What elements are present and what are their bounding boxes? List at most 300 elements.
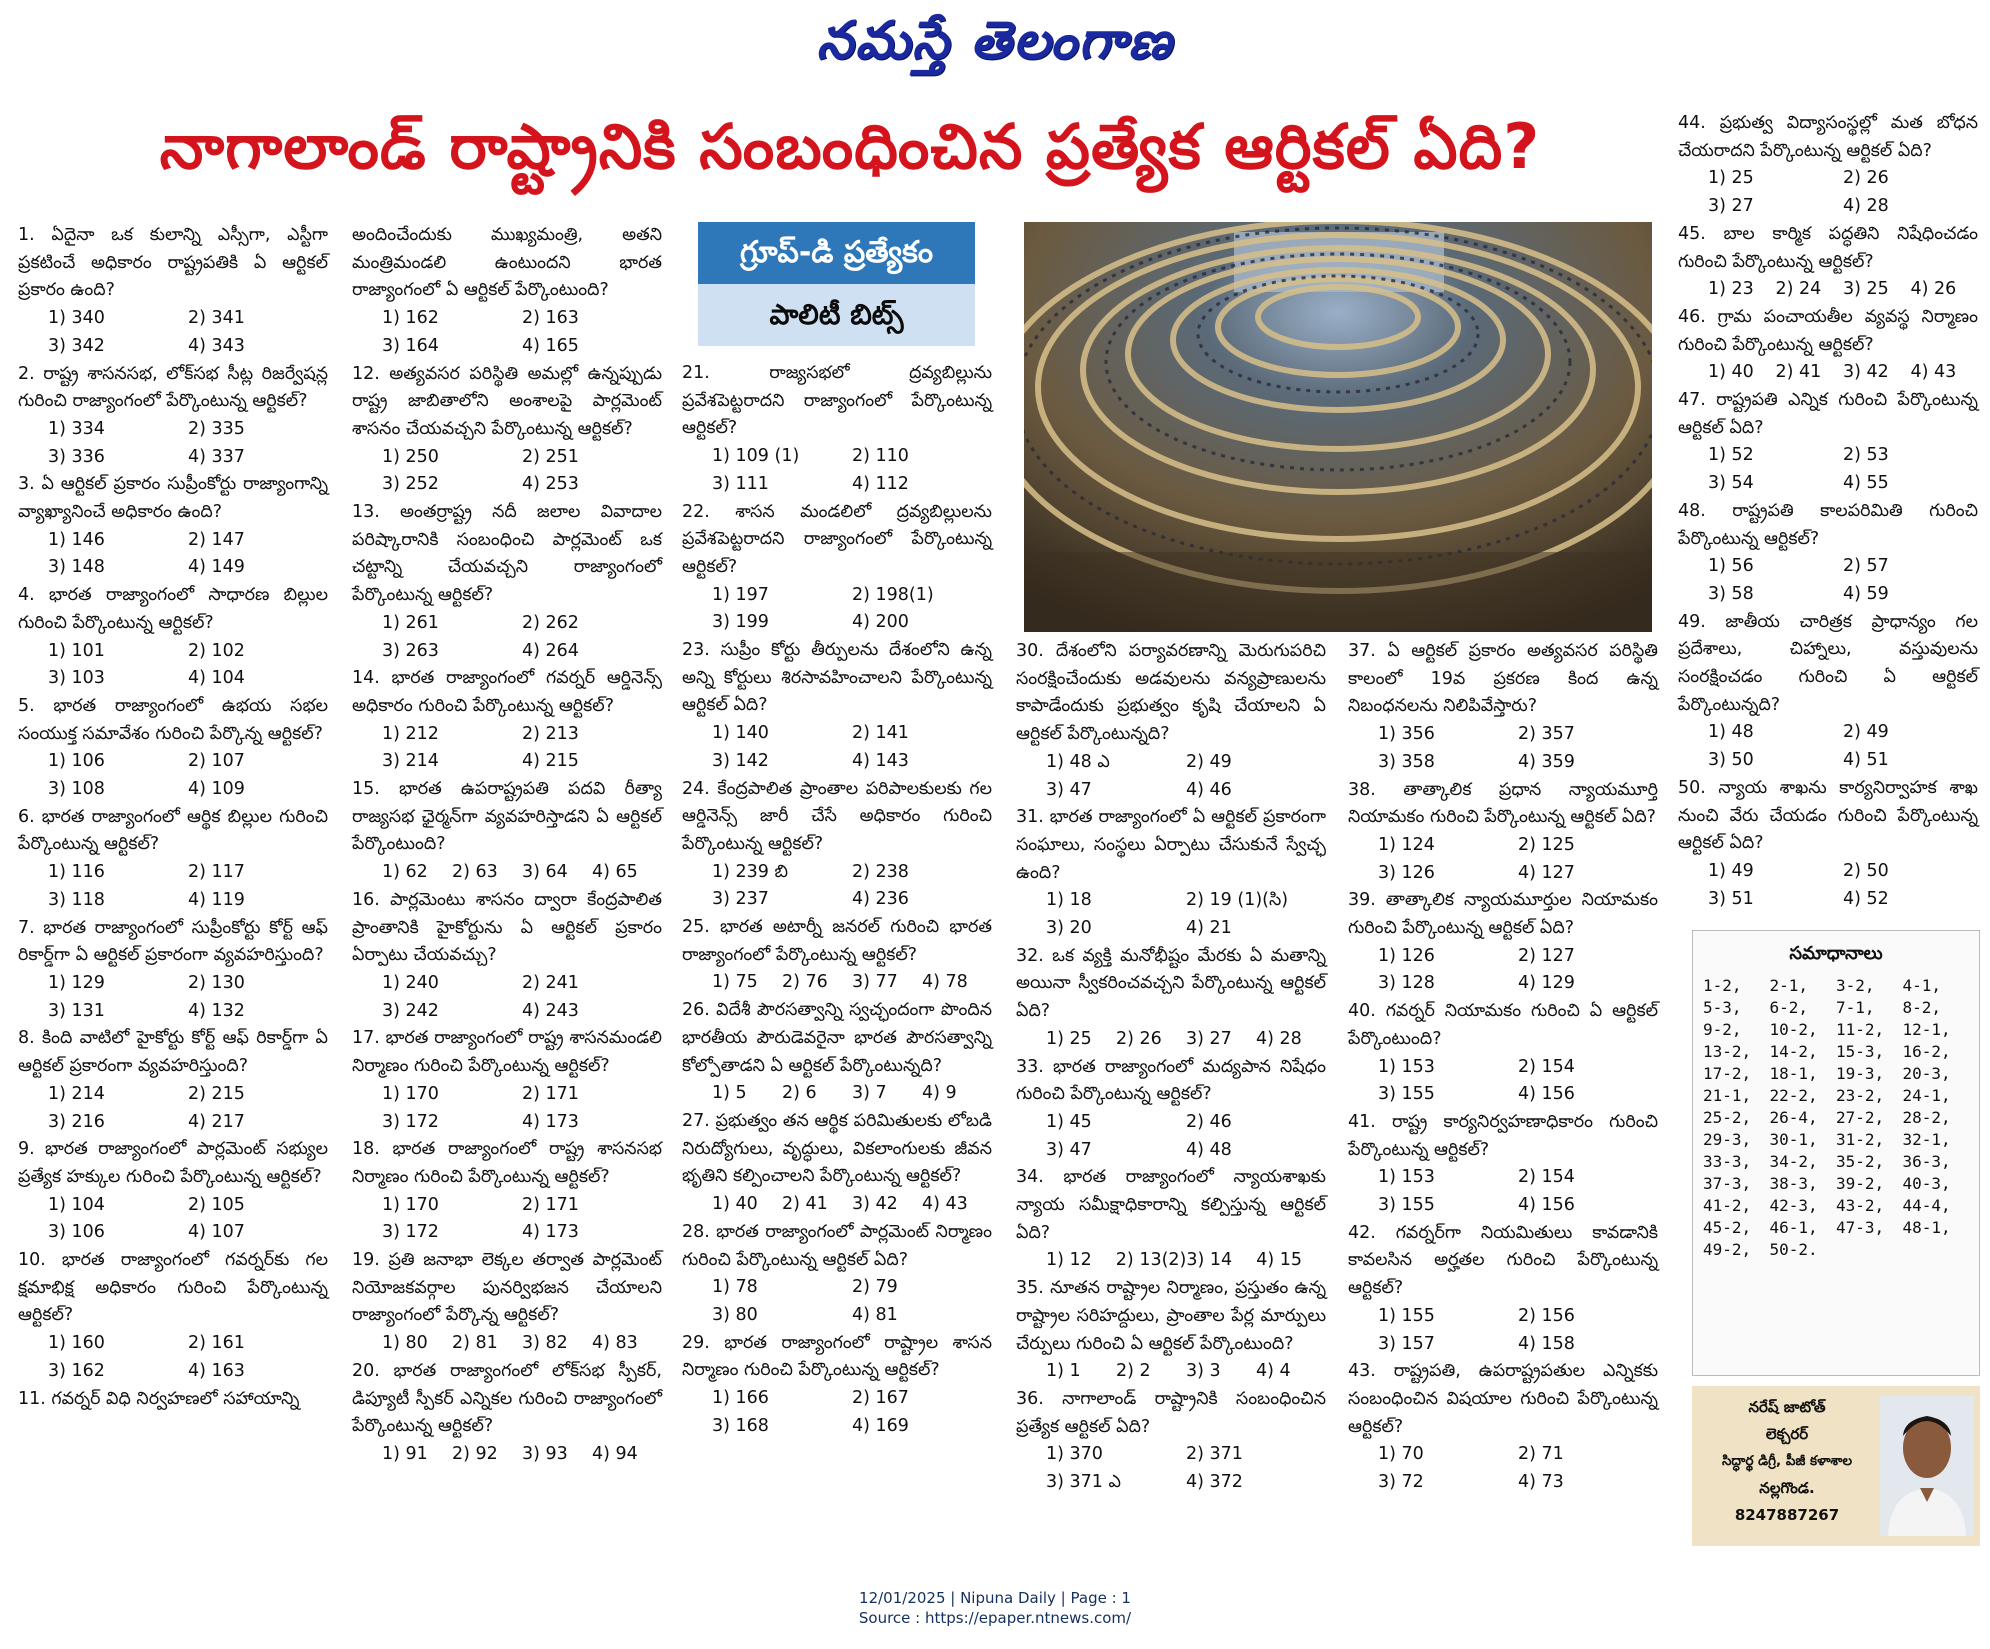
question-item xyxy=(1678,221,1978,304)
answer-options xyxy=(682,969,992,997)
question-item xyxy=(682,1219,992,1330)
page-footer xyxy=(700,1588,1290,1628)
question-item xyxy=(682,1330,992,1441)
answer-option: 1) 5 xyxy=(712,1083,747,1104)
answer-option: 2) 105 xyxy=(188,1194,245,1215)
answer-option: 2) 357 xyxy=(1518,724,1575,745)
answer-options xyxy=(682,1080,992,1108)
answer-options xyxy=(18,1081,328,1136)
answer-options xyxy=(18,416,328,471)
answer-option: 3) 237 xyxy=(712,889,769,910)
answer-option: 4) 132 xyxy=(188,1000,245,1021)
answer-options xyxy=(1348,943,1658,998)
question-item xyxy=(18,915,328,1026)
answer-option: 2) 92 xyxy=(452,1443,498,1464)
answer-key-box xyxy=(1692,930,1980,1376)
question-item xyxy=(1678,609,1978,775)
answer-option: 3) 108 xyxy=(48,779,105,800)
answer-option: 4) 43 xyxy=(1910,362,1957,383)
question-text: 45. బాల కార్మిక పద్ధతిని నిషేధించడం గురించి పేర్కొంటున్న ఆర్టికల్? xyxy=(1678,223,1978,272)
answer-option: 2) 76 xyxy=(782,972,828,993)
answer-options xyxy=(1348,721,1658,776)
answer-option: 2) 6 xyxy=(782,1083,817,1104)
answer-option: 2) 371 xyxy=(1186,1444,1243,1465)
answer-option: 3) 131 xyxy=(48,1000,105,1021)
answer-option: 1) 160 xyxy=(48,1333,105,1354)
answer-key-item: 46-1, xyxy=(1769,1218,1818,1237)
answer-option: 1) 48 xyxy=(1708,722,1754,743)
question-text: 24. కేంద్రపాలిత ప్రాంతాల పరిపాలకులకు గల ఆర్డినెన్స్ జారీ చేసే అధికారం గురించి పేర్కొంటున్న ఆర్టికల్? xyxy=(682,778,992,854)
answer-option: 2) 110 xyxy=(852,446,909,467)
question-item xyxy=(1348,1109,1658,1220)
answer-key-item: 25-2, xyxy=(1703,1108,1752,1127)
answer-option: 3) 25 xyxy=(1843,279,1889,300)
question-text: 19. ప్రతి జనాభా లెక్కల తర్వాత పార్లమెంట్ నియోజకవర్గాల పునర్విభజన చేయాలని రాజ్యాంగంలో పేర్కొన్న ఆర్టికల్? xyxy=(352,1250,662,1326)
answer-option: 3) 199 xyxy=(712,612,769,633)
answer-option: 4) 165 xyxy=(522,335,579,356)
answer-key-item: 30-1, xyxy=(1769,1130,1818,1149)
answer-option: 2) 53 xyxy=(1843,445,1889,466)
question-item xyxy=(1016,1164,1326,1275)
answer-option: 3) 148 xyxy=(48,557,105,578)
answer-key-item: 8-2, xyxy=(1902,998,1942,1017)
answer-option: 1) 116 xyxy=(48,862,105,883)
answer-option: 3) 118 xyxy=(48,889,105,910)
answer-option: 3) 106 xyxy=(48,1222,105,1243)
answer-option: 3) 27 xyxy=(1708,196,1754,217)
answer-options xyxy=(1016,1441,1326,1496)
answer-key-item: 27-2, xyxy=(1836,1108,1885,1127)
question-item xyxy=(1678,304,1978,387)
answer-options xyxy=(1678,276,1978,304)
question-text: 29. భారత రాజ్యాంగంలో రాష్ట్రాల శాసన నిర్మాణం గురించి పేర్కొంటున్న ఆర్టికల్? xyxy=(682,1332,992,1381)
answer-key-item: 6-2, xyxy=(1769,998,1809,1017)
answer-option: 4) 104 xyxy=(188,668,245,689)
answer-option: 1) 45 xyxy=(1046,1111,1092,1132)
answer-option: 1) 62 xyxy=(382,862,428,883)
answer-key-item: 2-1, xyxy=(1769,976,1809,995)
question-text: 12. అత్యవసర పరిస్థితి అమల్లో ఉన్నప్పుడు రాష్ట్ర జాబితాలోని అంశాలపై పార్లమెంట్ శాసనం చేయవచ్చని పేర్కొంటున్న ఆర్టికల్? xyxy=(352,363,662,439)
answer-option: 4) 46 xyxy=(1186,779,1232,800)
answer-option: 2) 215 xyxy=(188,1083,245,1104)
answer-option: 4) 129 xyxy=(1518,973,1575,994)
question-item xyxy=(1016,943,1326,1054)
answer-key-item: 41-2, xyxy=(1703,1196,1752,1215)
answer-options xyxy=(352,1081,662,1136)
question-text: 4. భారత రాజ్యాంగంలో సాధారణ బిల్లుల గురించి పేర్కొంటున్న ఆర్టికల్? xyxy=(18,585,328,633)
answer-option: 3) 172 xyxy=(382,1111,439,1132)
question-text: 35. నూతన రాష్ట్రాల నిర్మాణం, ప్రస్తుతం ఉన్న రాష్ట్రాల సరిహద్దులు, ప్రాంతాల పేర్ల మార్పులు చేర్పులు గురించి ఏ ఆర్టికల్ పేర్కొంటుంది? xyxy=(1016,1278,1326,1354)
answer-option: 4) 243 xyxy=(522,1000,579,1021)
question-text: 39. తాత్కాలిక న్యాయమూర్తుల నియామకం గురించి పేర్కొంటున్న ఆర్టికల్ ఏది? xyxy=(1348,890,1658,939)
answer-option: 4) 109 xyxy=(188,779,245,800)
question-text: 16. పార్లమెంటు శాసనం ద్వారా కేంద్రపాలిత ప్రాంతానికి హైకోర్టును ఏ ఆర్టికల్ ప్రకారం ఏర్పాటు చేయవచ్చు? xyxy=(352,889,662,966)
answer-option: 1) 40 xyxy=(712,1194,758,1215)
answer-option: 1) 356 xyxy=(1378,724,1435,745)
answer-option: 2) 127 xyxy=(1518,945,1575,966)
answer-option: 1) 104 xyxy=(48,1194,105,1215)
answer-options xyxy=(1348,1164,1658,1219)
question-item xyxy=(1016,1054,1326,1165)
answer-option: 4) 359 xyxy=(1518,751,1575,772)
answer-options xyxy=(1016,887,1326,942)
answer-key-item: 4-1, xyxy=(1902,976,1942,995)
answer-key-item: 20-3, xyxy=(1902,1064,1951,1083)
answer-option: 3) 47 xyxy=(1046,1139,1092,1160)
answer-option: 1) 124 xyxy=(1378,834,1435,855)
answer-option: 4) 173 xyxy=(522,1222,579,1243)
answer-option: 2) 41 xyxy=(782,1194,828,1215)
answer-option: 4) 169 xyxy=(852,1415,909,1436)
question-text: 13. అంతర్రాష్ట్ర నదీ జలాల వివాదాల పరిష్కారానికి సంబంధించి పార్లమెంట్ ఒక చట్టాన్ని చేయవచ్చని రాజ్యాంగంలో పేర్కొంటున్న ఆర్టికల్? xyxy=(352,502,662,606)
question-text: 26. విదేశీ పౌరసత్వాన్ని స్వచ్ఛందంగా పొందిన భారతీయ పౌరుడెవరైనా భారత పౌరసత్వాన్ని కోల్పోతాడని ఏ ఆర్టికల్ పేర్కొంటున్నది? xyxy=(682,1000,992,1076)
answer-option: 4) 156 xyxy=(1518,1084,1575,1105)
answer-option: 1) 109 (1) xyxy=(712,446,800,467)
answer-option: 3) 142 xyxy=(712,750,769,771)
question-text: 34. భారత రాజ్యాంగంలో న్యాయశాఖకు న్యాయ సమీక్షాధికారాన్ని కల్పిస్తున్న ఆర్టికల్ ఏది? xyxy=(1016,1167,1326,1243)
question-item xyxy=(1348,998,1658,1109)
answer-key-item: 11-2, xyxy=(1836,1020,1885,1039)
answer-option: 2) 154 xyxy=(1518,1167,1575,1188)
question-column-4 xyxy=(1016,638,1326,1497)
answer-key-item: 35-2, xyxy=(1836,1152,1885,1171)
page-headline: నాగాలాండ్ రాష్ట్రానికి సంబంధించిన ప్రత్యేక ఆర్టికల్ ఏది? xyxy=(159,110,1541,183)
question-text: 33. భారత రాజ్యాంగంలో మద్యపాన నిషేధం గురించి పేర్కొంటున్న ఆర్టికల్? xyxy=(1016,1056,1326,1105)
answer-option: 1) 240 xyxy=(382,972,439,993)
answer-key-item: 18-1, xyxy=(1769,1064,1818,1083)
answer-options xyxy=(352,1441,662,1469)
answer-option: 1) 126 xyxy=(1378,945,1435,966)
answer-key-item: 21-1, xyxy=(1703,1086,1752,1105)
answer-option: 2) 213 xyxy=(522,723,579,744)
question-text: అందించేందుకు ముఖ్యమంత్రి, అతని మంత్రిమండలి ఉంటుందని భారత రాజ్యాంగంలో ఏ ఆర్టికల్ పేర్కొంటుంది? xyxy=(352,225,662,301)
question-item xyxy=(682,1108,992,1219)
answer-key-item: 7-1, xyxy=(1836,998,1875,1017)
answer-option: 4) 43 xyxy=(922,1194,968,1215)
answer-option: 3) 103 xyxy=(48,668,105,689)
answer-option: 1) 239 బి xyxy=(712,861,788,882)
question-item xyxy=(1678,110,1978,221)
answer-option: 4) 143 xyxy=(852,750,909,771)
answer-key-item: 38-3, xyxy=(1769,1174,1818,1193)
answer-option: 1) 91 xyxy=(382,1443,428,1464)
question-item xyxy=(352,499,662,665)
question-item xyxy=(18,804,328,915)
answer-key-item: 31-2, xyxy=(1836,1130,1885,1149)
author-photo xyxy=(1880,1396,1974,1536)
answer-option: 3) 162 xyxy=(48,1360,105,1381)
answer-option: 3) 82 xyxy=(522,1333,568,1354)
answer-option: 1) 166 xyxy=(712,1388,769,1409)
answer-option: 4) 15 xyxy=(1256,1250,1302,1271)
answer-key-item: 37-3, xyxy=(1703,1174,1752,1193)
answer-option: 2) 341 xyxy=(188,308,245,329)
answer-options xyxy=(1678,165,1978,220)
answer-option: 1) 12 xyxy=(1046,1250,1092,1271)
answer-key-item: 36-3, xyxy=(1902,1152,1951,1171)
answer-option: 2) 117 xyxy=(188,862,245,883)
question-text: 10. భారత రాజ్యాంగంలో గవర్నర్‌కు గల క్షమాభిక్ష అధికారం గురించి పేర్కొంటున్న ఆర్టికల్? xyxy=(18,1250,328,1326)
answer-option: 3) 27 xyxy=(1186,1028,1232,1049)
author-role: లెక్చరర్ xyxy=(1765,1425,1809,1443)
question-item xyxy=(18,693,328,804)
answer-option: 3) 126 xyxy=(1378,862,1435,883)
question-item xyxy=(1016,1386,1326,1497)
answer-option: 3) 252 xyxy=(382,474,439,495)
answer-key-item: 12-1, xyxy=(1902,1020,1951,1039)
question-item xyxy=(682,499,992,638)
answer-option: 4) 9 xyxy=(922,1083,957,1104)
answer-options xyxy=(18,527,328,582)
answer-options xyxy=(352,1330,662,1358)
answer-key-item: 15-3, xyxy=(1836,1042,1885,1061)
question-text: 23. సుప్రీం కోర్టు తీర్పులను దేశంలోని ఉన్న అన్ని కోర్టులు శిరసావహించాలని పేర్కొంటున్న ఆర్టికల్ ఏది? xyxy=(682,640,992,716)
author-phone: 8247887267 xyxy=(1734,1506,1840,1524)
author-college: సిద్ధార్థ డిగ్రీ, పీజీ కళాశాల xyxy=(1721,1453,1853,1469)
answer-option: 1) 153 xyxy=(1378,1167,1435,1188)
question-text: 14. భారత రాజ్యాంగంలో గవర్నర్ ఆర్డినెన్స్ అధికారం గురించి పేర్కొంటున్న ఆర్టికల్? xyxy=(352,668,662,716)
question-text: 30. దేశంలోని పర్యావరణాన్ని మెరుగుపరిచి సంరక్షించేందుకు అడవులను వన్యప్రాణులను కాపాడేందుకు ప్రభుత్వం కృషి చేయాలని ఏ ఆర్టికల్ పేర్కొంటున్నది? xyxy=(1016,641,1326,745)
answer-key-item: 17-2, xyxy=(1703,1064,1752,1083)
answer-option: 2) 107 xyxy=(188,751,245,772)
answer-key-item: 10-2, xyxy=(1769,1020,1818,1039)
answer-option: 1) 140 xyxy=(712,723,769,744)
answer-option: 3) 77 xyxy=(852,972,898,993)
answer-option: 4) 149 xyxy=(188,557,245,578)
answer-option: 1) 162 xyxy=(382,308,439,329)
question-item xyxy=(1016,804,1326,943)
answer-key-item: 5-3, xyxy=(1703,998,1742,1017)
answer-option: 1) 80 xyxy=(382,1333,428,1354)
parliament-chamber-illustration xyxy=(1024,222,1652,632)
answer-option: 3) 72 xyxy=(1378,1472,1424,1493)
answer-key-item: 26-4, xyxy=(1769,1108,1818,1127)
question-item xyxy=(352,1025,662,1136)
answer-option: 1) 129 xyxy=(48,972,105,993)
question-item xyxy=(1348,1358,1658,1497)
question-text: 36. నాగాలాండ్ రాష్ట్రానికి సంబంధించిన ప్రత్యేక ఆర్టికల్ ఏది? xyxy=(1016,1388,1326,1437)
answer-options xyxy=(682,1191,992,1219)
answer-option: 4) 28 xyxy=(1256,1028,1302,1049)
question-text: 27. ప్రభుత్వం తన ఆర్థిక పరిమితులకు లోబడి నిరుద్యోగులు, వృద్ధులు, వికలాంగులకు జీవన భృతిని కల్పించాలని పేర్కొంటున్న ఆర్టికల్? xyxy=(682,1110,992,1187)
answer-options xyxy=(352,970,662,1025)
question-item xyxy=(682,914,992,997)
question-item xyxy=(1348,777,1658,888)
newspaper-masthead: నమస్తే తెలంగాణ xyxy=(816,10,1174,71)
answer-key-item: 34-2, xyxy=(1769,1152,1818,1171)
answer-option: 1) 70 xyxy=(1378,1444,1424,1465)
badge-subtitle: పాలిటీ బిట్స్ xyxy=(698,284,975,346)
answer-option: 4) 112 xyxy=(852,473,909,494)
answer-options xyxy=(18,305,328,360)
answer-option: 3) 93 xyxy=(522,1443,568,1464)
question-text: 46. గ్రామ పంచాయతీల వ్యవస్థ నిర్మాణం గురించి పేర్కొంటున్న ఆర్టికల్? xyxy=(1678,306,1978,355)
answer-option: 4) 52 xyxy=(1843,888,1889,909)
question-text: 9. భారత రాజ్యాంగంలో పార్లమెంట్ సభ్యుల ప్రత్యేక హక్కుల గురించి పేర్కొంటున్న ఆర్టికల్? xyxy=(18,1139,328,1187)
answer-option: 2) 13(2) xyxy=(1115,1250,1187,1271)
answer-option: 4) 51 xyxy=(1843,750,1889,771)
question-item xyxy=(1016,1275,1326,1386)
answer-options xyxy=(1016,1247,1326,1275)
question-text: 40. గవర్నర్ నియామకం గురించి ఏ ఆర్టికల్ పేర్కొంటుంది? xyxy=(1348,1001,1658,1049)
answer-option: 2) 156 xyxy=(1518,1305,1575,1326)
answer-option: 2) 49 xyxy=(1843,722,1889,743)
answer-option: 4) 119 xyxy=(188,889,245,910)
answer-option: 3) 336 xyxy=(48,446,105,467)
answer-options xyxy=(1348,1441,1658,1496)
answer-option: 2) 154 xyxy=(1518,1056,1575,1077)
answer-key-item: 24-1, xyxy=(1902,1086,1951,1105)
answer-key-item: 1-2, xyxy=(1703,976,1742,995)
question-text: 32. ఒక వ్యక్తి మనోభీష్టం మేరకు ఏ మతాన్ని అయినా స్వీకరించవచ్చని పేర్కొంటున్న ఆర్టికల్ ఏది? xyxy=(1016,945,1326,1022)
answer-options xyxy=(1678,359,1978,387)
question-item xyxy=(352,887,662,1026)
question-text: 21. రాజ్యసభలో ద్రవ్యబిల్లును ప్రవేశపెట్టరాదని రాజ్యాంగంలో పేర్కొంటున్న ఆర్టికల్? xyxy=(682,363,992,439)
answer-option: 3) 50 xyxy=(1708,750,1754,771)
answer-option: 3) 358 xyxy=(1378,751,1435,772)
answer-option: 3) 263 xyxy=(382,640,439,661)
answer-options xyxy=(682,859,992,914)
question-text: 42. గవర్నర్‌గా నియమితులు కావడానికి కావలసిన అర్హతల గురించి పేర్కొంటున్న ఆర్టికల్? xyxy=(1348,1222,1658,1299)
question-text: 49. జాతీయ చారిత్రక ప్రాధాన్యం గల ప్రదేశాలు, చిహ్నాలు, వస్తువులను సంరక్షించడం గురించి ఏ ఆర్టికల్ పేర్కొంటున్నది? xyxy=(1678,611,1978,715)
question-item xyxy=(18,361,328,472)
answer-option: 2) 71 xyxy=(1518,1444,1564,1465)
answer-key-grid xyxy=(1693,976,1979,1259)
answer-options xyxy=(352,610,662,665)
question-item xyxy=(1678,387,1978,498)
question-text: 28. భారత రాజ్యాంగంలో పార్లమెంట్ నిర్మాణం గురించి పేర్కొంటున్న ఆర్టికల్ ఏది? xyxy=(682,1221,992,1270)
question-item xyxy=(18,1247,328,1386)
answer-option: 1) 52 xyxy=(1708,445,1754,466)
answer-option: 2) 57 xyxy=(1843,556,1889,577)
answer-option: 2) 41 xyxy=(1775,362,1822,383)
answer-options xyxy=(1348,1054,1658,1109)
answer-option: 3) 20 xyxy=(1046,918,1092,939)
question-text: 7. భారత రాజ్యాంగంలో సుప్రీంకోర్టు కోర్ట్ ఆఫ్ రికార్డ్‌గా ఏ ఆర్టికల్ ప్రకారంగా వ్యవహరిస్తుంది? xyxy=(18,917,328,966)
answer-option: 1) 146 xyxy=(48,529,105,550)
answer-option: 3) 47 xyxy=(1046,779,1092,800)
answer-option: 1) 56 xyxy=(1708,556,1754,577)
parliament-chamber-photo xyxy=(1024,222,1652,632)
answer-option: 3) 128 xyxy=(1378,973,1435,994)
answer-option: 4) 337 xyxy=(188,446,245,467)
question-item xyxy=(1348,638,1658,777)
answer-option: 2) 46 xyxy=(1186,1111,1232,1132)
question-text: 3. ఏ ఆర్టికల్ ప్రకారం సుప్రీంకోర్టు రాజ్యాంగాన్ని వ్యాఖ్యానించే అధికారం ఉంది? xyxy=(18,474,328,523)
answer-option: 1) 197 xyxy=(712,584,769,605)
answer-option: 4) 127 xyxy=(1518,862,1575,883)
question-item xyxy=(1678,498,1978,609)
author-details xyxy=(1698,1394,1876,1529)
answer-key-item: 29-3, xyxy=(1703,1130,1752,1149)
answer-option: 1) 214 xyxy=(48,1083,105,1104)
answer-options xyxy=(352,859,662,887)
question-item xyxy=(682,637,992,776)
answer-key-item: 47-3, xyxy=(1836,1218,1885,1237)
answer-option: 2) 130 xyxy=(188,972,245,993)
answer-option: 2) 335 xyxy=(188,418,245,439)
answer-option: 1) 48 ఎ xyxy=(1046,751,1110,772)
answer-option: 2) 171 xyxy=(522,1083,579,1104)
question-text: 38. తాత్కాలిక ప్రధాన న్యాయమూర్తి నియామకం గురించి పేర్కొంటున్న ఆర్టికల్ ఏది? xyxy=(1348,779,1658,828)
question-column-3 xyxy=(682,360,992,1440)
question-item xyxy=(352,1247,662,1358)
answer-option: 2) 141 xyxy=(852,723,909,744)
answer-option: 1) 155 xyxy=(1378,1305,1435,1326)
answer-option: 4) 217 xyxy=(188,1111,245,1132)
answer-option: 2) 125 xyxy=(1518,834,1575,855)
answer-option: 4) 372 xyxy=(1186,1472,1243,1493)
answer-option: 2) 63 xyxy=(452,862,498,883)
question-text: 20. భారత రాజ్యాంగంలో లోక్‌సభ స్పీకర్, డిప్యూటీ స్పీకర్ ఎన్నికల గురించి రాజ్యాంగంలో పేర్కొంటున్న ఆర్టికల్? xyxy=(352,1360,662,1437)
answer-option: 3) 80 xyxy=(712,1304,758,1325)
answer-option: 2) 147 xyxy=(188,529,245,550)
question-text: 41. రాష్ట్ర కార్యనిర్వహణాధికారం గురించి పేర్కొంటున్న ఆర్టికల్? xyxy=(1348,1111,1658,1160)
answer-option: 2) 102 xyxy=(188,640,245,661)
question-text: 31. భారత రాజ్యాంగంలో ఏ ఆర్టికల్ ప్రకారంగా సంఘాలు, సంస్థలు ఏర్పాటు చేసుకునే స్వేచ్ఛ ఉంది? xyxy=(1016,807,1326,883)
answer-options xyxy=(352,305,662,360)
answer-option: 2) 238 xyxy=(852,861,909,882)
answer-option: 2) 262 xyxy=(522,612,579,633)
answer-key-item: 32-1, xyxy=(1902,1130,1951,1149)
answer-options xyxy=(682,1274,992,1329)
question-text: 17. భారత రాజ్యాంగంలో రాష్ట్ర శాసనమండలి నిర్మాణం గురించి పేర్కొంటున్న ఆర్టికల్? xyxy=(352,1028,662,1077)
answer-options xyxy=(18,1192,328,1247)
answer-option: 1) 49 xyxy=(1708,860,1754,881)
answer-options xyxy=(1348,832,1658,887)
answer-option: 3) 371 ఎ xyxy=(1046,1472,1121,1493)
answer-option: 3) 14 xyxy=(1186,1250,1233,1271)
answer-options xyxy=(1678,442,1978,497)
answer-key-item: 22-2, xyxy=(1769,1086,1818,1105)
answer-option: 4) 253 xyxy=(522,474,579,495)
answer-options xyxy=(1016,1109,1326,1164)
answer-options xyxy=(1678,858,1978,913)
answer-option: 4) 94 xyxy=(592,1443,638,1464)
answer-options xyxy=(1016,1358,1326,1386)
question-item xyxy=(18,1025,328,1136)
answer-option: 4) 48 xyxy=(1186,1139,1232,1160)
answer-key-item: 16-2, xyxy=(1902,1042,1951,1061)
answer-option: 4) 55 xyxy=(1843,473,1889,494)
answer-option: 4) 215 xyxy=(522,751,579,772)
answer-option: 2) 251 xyxy=(522,446,579,467)
answer-option: 4) 28 xyxy=(1843,196,1889,217)
question-item xyxy=(18,471,328,582)
answer-key-item: 39-2, xyxy=(1836,1174,1885,1193)
question-item xyxy=(682,360,992,499)
question-text: 1. ఏదైనా ఒక కులాన్ని ఎస్సీగా, ఎస్టీగా ప్రకటించే అధికారం రాష్ట్రపతికి ఏ ఆర్టికల్ ప్రకారం ఉంది? xyxy=(18,225,328,301)
answer-option: 4) 81 xyxy=(852,1304,898,1325)
answer-options xyxy=(1678,553,1978,608)
question-text: 6. భారత రాజ్యాంగంలో ఆర్థిక బిల్లుల గురించి పేర్కొంటున్న ఆర్టికల్? xyxy=(18,806,328,855)
answer-option: 2) 24 xyxy=(1775,279,1822,300)
author-name: నరేష్ జాటోత్ xyxy=(1748,1398,1826,1416)
answer-option: 3) 168 xyxy=(712,1415,769,1436)
answer-key-item: 33-3, xyxy=(1703,1152,1752,1171)
answer-option: 4) 4 xyxy=(1256,1361,1291,1382)
answer-key-item: 14-2, xyxy=(1769,1042,1818,1061)
answer-options xyxy=(682,443,992,498)
question-text: 22. శాసన మండలిలో ద్రవ్యబిల్లులను ప్రవేశపెట్టరాదని రాజ్యాంగంలో పేర్కొంటున్న ఆర్టికల్? xyxy=(682,501,992,577)
question-text: 25. భారత అటార్నీ జనరల్ గురించి భారత రాజ్యాంగంలో పేర్కొంటున్న ఆర్టికల్? xyxy=(682,917,992,965)
answer-option: 1) 212 xyxy=(382,723,439,744)
answer-option: 2) 26 xyxy=(1843,168,1889,189)
question-item xyxy=(1678,775,1978,914)
answer-option: 2) 26 xyxy=(1116,1028,1162,1049)
answer-options xyxy=(18,638,328,693)
answer-key-item: 42-3, xyxy=(1769,1196,1818,1215)
